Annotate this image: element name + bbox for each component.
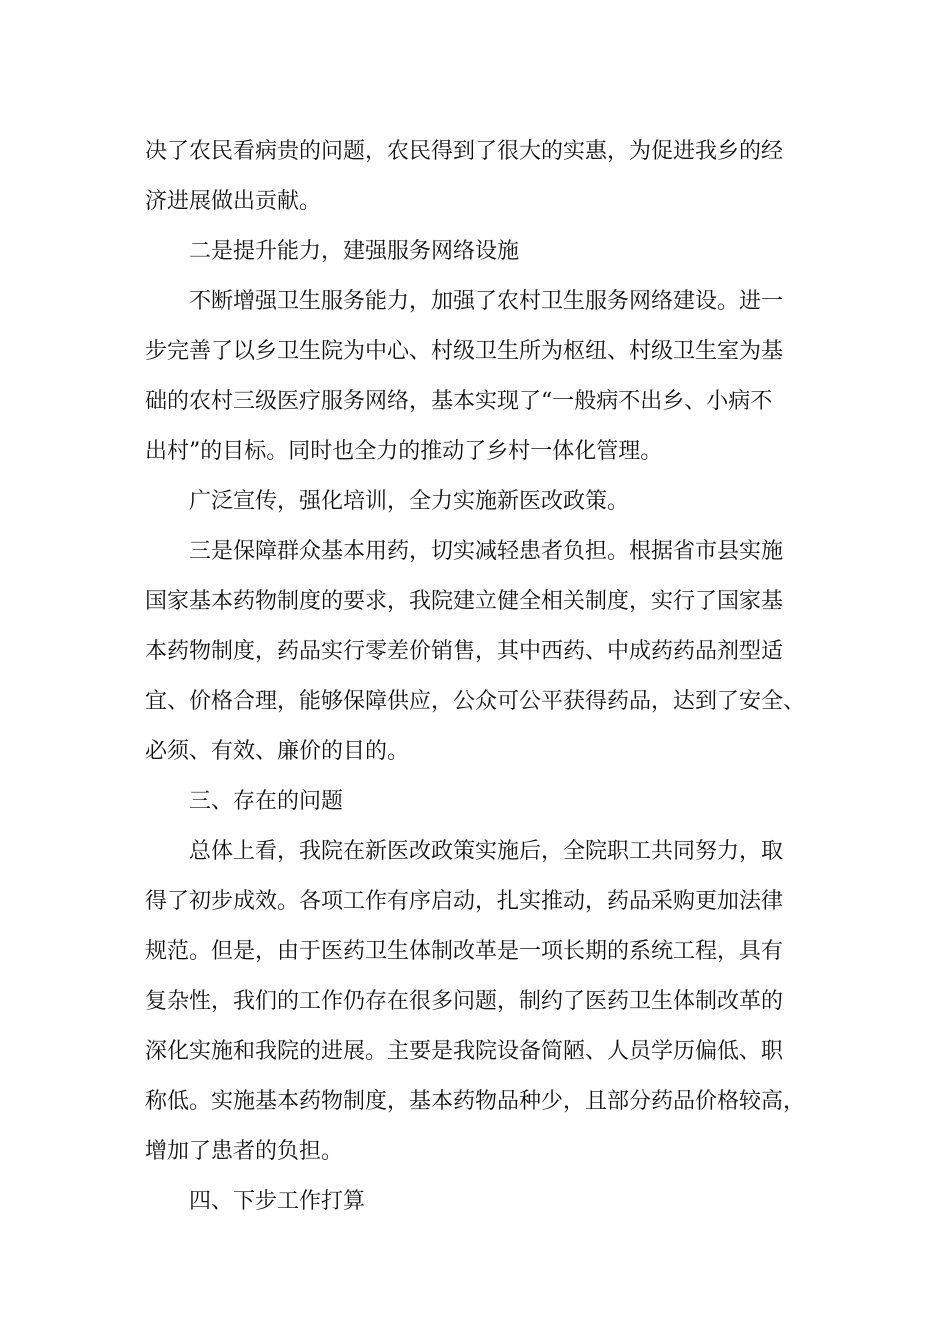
text-line: 出村”的目标。同时也全力的推动了乡村一体化管理。 bbox=[145, 439, 663, 464]
section-heading: 四、下步工作打算 bbox=[189, 1189, 366, 1214]
text-line: 广泛宣传，强化培训，全力实施新医改政策。 bbox=[189, 489, 630, 514]
text-line: 称低。实施基本药物制度，基本药物品种少，且部分药品价格较高， bbox=[145, 1089, 806, 1114]
text-line: 规范。但是，由于医药卫生体制改革是一项长期的系统工程，具有 bbox=[145, 939, 784, 964]
text-line: 深化实施和我院的进展。主要是我院设备简陋、人员学历偏低、职 bbox=[145, 1039, 784, 1064]
text-line: 得了初步成效。各项工作有序启动，扎实推动，药品采购更加法律 bbox=[145, 889, 784, 914]
text-line: 本药物制度，药品实行零差价销售，其中西药、中成药药品剂型适 bbox=[145, 639, 784, 664]
text-line: 三是保障群众基本用药，切实减轻患者负担。根据省市县实施 bbox=[189, 539, 784, 564]
text-line: 国家基本药物制度的要求，我院建立健全相关制度，实行了国家基 bbox=[145, 589, 784, 614]
text-line: 宜、价格合理，能够保障供应，公众可公平获得药品，达到了安全、 bbox=[145, 689, 806, 714]
text-line: 础的农村三级医疗服务网络，基本实现了“一般病不出乡、小病不 bbox=[145, 389, 773, 414]
text-line: 济进展做出贡献。 bbox=[145, 189, 322, 214]
text-line: 复杂性，我们的工作仍存在很多问题，制约了医药卫生体制改革的 bbox=[145, 989, 784, 1014]
text-line: 决了农民看病贵的问题，农民得到了很大的实惠，为促进我乡的经 bbox=[145, 139, 784, 164]
text-line: 必须、有效、廉价的目的。 bbox=[145, 739, 410, 764]
section-heading: 二是提升能力，建强服务网络设施 bbox=[189, 239, 520, 264]
text-line: 总体上看，我院在新医改政策实施后，全院职工共同努力，取 bbox=[189, 839, 784, 864]
text-line: 步完善了以乡卫生院为中心、村级卫生所为枢纽、村级卫生室为基 bbox=[145, 339, 784, 364]
section-heading: 三、存在的问题 bbox=[189, 789, 344, 814]
text-line: 不断增强卫生服务能力，加强了农村卫生服务网络建设。进一 bbox=[189, 289, 784, 314]
text-line: 增加了患者的负担。 bbox=[145, 1139, 344, 1164]
